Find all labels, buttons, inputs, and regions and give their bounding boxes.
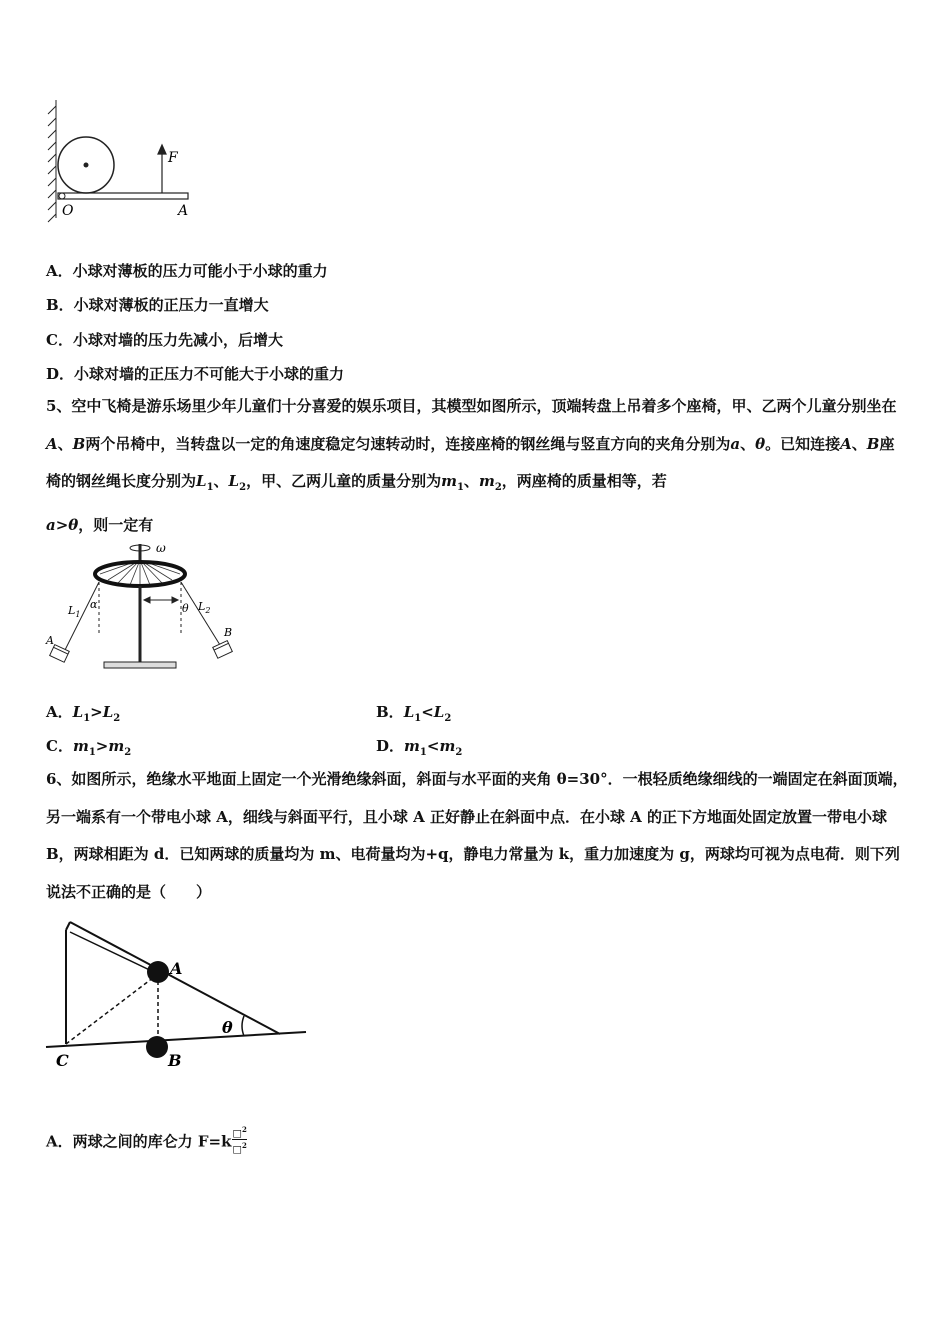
figure-flying-chairs: [40, 540, 240, 670]
label-b: B: [224, 626, 233, 639]
label-omega: ω: [156, 541, 166, 555]
q6-stem: 6、如图所示，绝缘水平地面上固定一个光滑绝缘斜面，斜面与水平面的夹角 θ=30°．一根轻质绝缘细线的一端固定在斜面顶端，另一端系有一个带电小球 A，细线与斜面平行，且小球 A 正好静止在斜面中点．在小球 A 的正下方地面处固定放置一带电小球 B，两球相距为 d．已知两球的质量均为 m、电荷量均为+q，静电力常量为 k，重力加速度为 g，两球均可视为点电荷．则下列说法不正确的是（ ）: [46, 770, 908, 901]
q4-option-a: A．小球对薄板的压力可能小于小球的重力: [46, 262, 328, 280]
q4-option-b: B．小球对薄板的正压力一直增大: [46, 296, 269, 314]
q6-option-a: A．两球之间的库仑力 F=k $\frac{□^2}{□^2}$: [46, 1125, 247, 1156]
label-theta: θ: [182, 602, 189, 615]
theta-arc: [242, 1016, 244, 1036]
seat-b: [213, 641, 233, 659]
ground-line: [46, 1032, 306, 1047]
radius-arrow: [144, 597, 178, 603]
q5-option-c: C．$m_1>m_2$: [46, 737, 132, 758]
q5-stem: 5、空中飞椅是游乐场里少年儿童们十分喜爱的娱乐项目，其模型如图所示，顶端转盘上吊着多个座椅，甲、乙两个儿童分别坐在A、B两个吊椅中，当转盘以一定的角速度稳定匀速转动时，连接座椅的钢丝绳与竖直方向的夹角分别为a、θ。已知连接A、B座椅的钢丝绳长度分别为$L_1$、$L_2$，甲、乙两儿童的质量分别为$m_1$、$m_2$，两座椅的质量相等，若 a>θ，则一定有: [46, 397, 897, 534]
string-edge: [66, 922, 70, 930]
ball-a: [147, 961, 169, 983]
force-arrow-f: [158, 145, 166, 193]
label-a: A: [46, 634, 54, 647]
label-alpha: α: [90, 598, 98, 611]
q4-option-c: C．小球对墙的压力先减小，后增大: [46, 331, 283, 349]
q5-option-d: D．$m_1<m_2$: [376, 737, 463, 758]
label-theta: θ: [222, 1018, 233, 1037]
label-o: O: [62, 203, 74, 219]
string: [70, 932, 158, 974]
label-a: A: [178, 203, 189, 219]
label-f: F: [168, 150, 178, 166]
label-b: B: [168, 1051, 182, 1070]
label-c: C: [56, 1051, 69, 1070]
q4-option-d: D．小球对墙的正压力不可能大于小球的重力: [46, 365, 345, 383]
figure-ball-wall-plank: [44, 100, 204, 225]
wall-hatching: [48, 100, 56, 222]
plank-oa: [58, 193, 188, 199]
ball-center-dot: [84, 163, 89, 168]
label-a: A: [170, 959, 183, 978]
q5-option-b: B．$L_1<L_2$: [376, 703, 452, 724]
q5-option-a: A．$L_1>L_2$: [46, 703, 121, 724]
label-l2: $L_2$: [198, 600, 211, 615]
label-l1: $L_1$: [68, 604, 81, 619]
ground-base: [104, 662, 176, 668]
coulomb-fraction: $\frac{□^2}{□^2}$: [232, 1125, 247, 1156]
figure-incline-charged-balls: [44, 910, 314, 1075]
ball-b: [146, 1036, 168, 1058]
dashed-ca: [66, 974, 158, 1044]
pivot-o: [59, 193, 65, 199]
